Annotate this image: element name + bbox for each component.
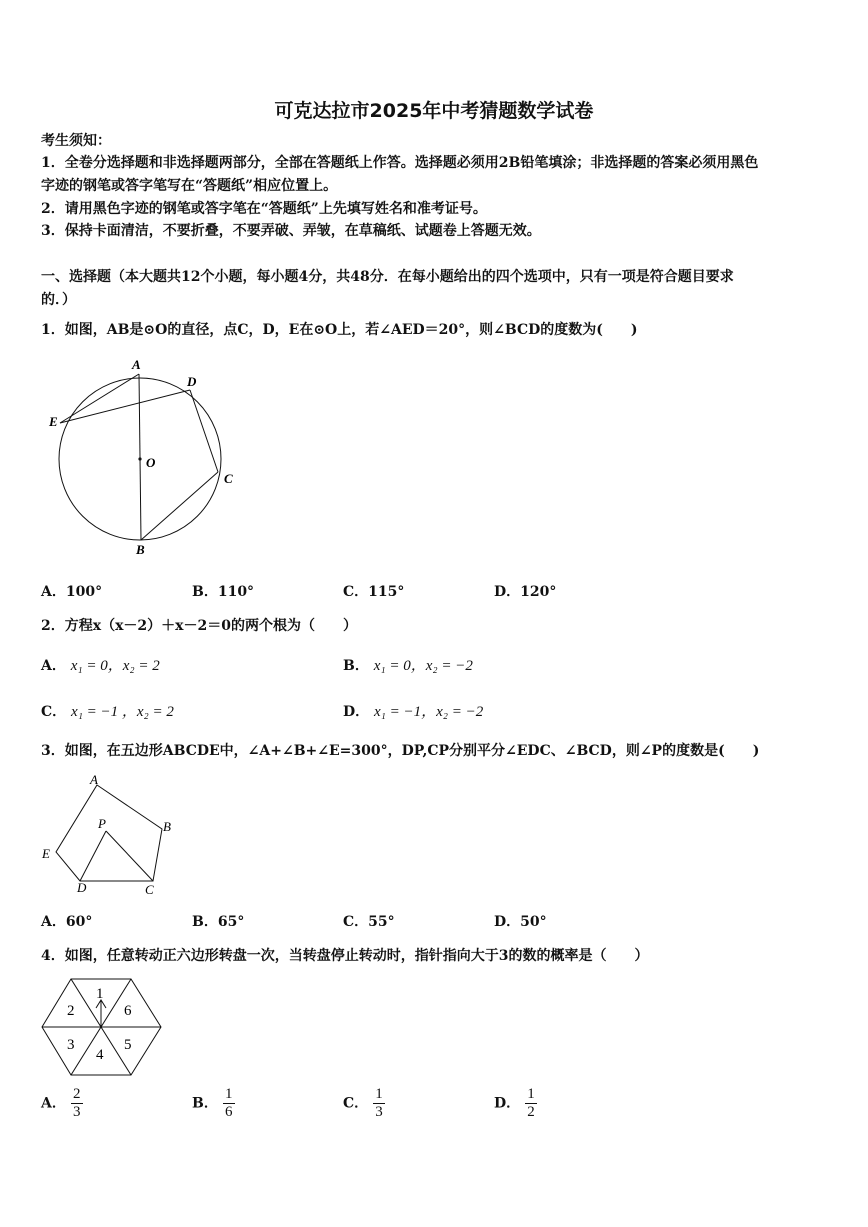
q1-option-a[interactable]: A．100° (41, 584, 103, 600)
page-title: 可克达拉市2025年中考猜题数学试卷 (274, 100, 594, 122)
q2-option-d-letter: D． (343, 704, 370, 720)
q3-option-b[interactable]: B．65° (192, 914, 245, 930)
q4-option-a-letter: A． (41, 1095, 66, 1112)
q4-option-b[interactable] (192, 1086, 235, 1121)
notice-item-1: 1．全卷分选择题和非选择题两部分，全部在答题纸上作答。选择题必须用2B铅笔填涂；非选择题的答案必须用黑色 (41, 155, 759, 171)
q2-option-b-letter: B． (343, 658, 369, 674)
label-b: B (163, 819, 171, 834)
label-p: P (98, 816, 106, 831)
segment-ed (60, 390, 190, 423)
q4-hexagon-spinner (40, 976, 166, 1080)
numerator: 2 (73, 1086, 81, 1102)
pentagon-abcde (56, 785, 162, 881)
sector-1: 1 (96, 986, 104, 1002)
q3-option-a[interactable]: A．60° (41, 914, 93, 930)
label-d: D (187, 374, 197, 389)
q3-stem: 3．如图，在五边形ABCDE中，∠A+∠B+∠E=300°，DP,CP分别平分∠EDC、∠BCD，则∠P的度数是( ) (41, 743, 760, 759)
q2-stem: 2．方程x（x－2）＋x－2＝0的两个根为（ ） (41, 618, 358, 634)
sector-2: 2 (67, 1003, 75, 1019)
q2-option-c-expr: x₁ = −1 ，x₂ = 2 (71, 704, 174, 720)
q2-option-b-expr: x₁ = 0，x₂ = −2 (373, 658, 473, 674)
label-a: A (132, 357, 141, 372)
q4-option-c-letter: C． (343, 1095, 369, 1112)
notice-item-3: 3．保持卡面清洁，不要折叠，不要弄破、弄皱，在草稿纸、试题卷上答题无效。 (41, 223, 541, 239)
label-c: C (224, 471, 233, 486)
sector-6: 6 (124, 1003, 132, 1019)
q1-circle-figure (45, 352, 245, 562)
q4-option-c[interactable] (343, 1086, 385, 1121)
q3-option-d[interactable]: D．50° (494, 914, 547, 930)
section-heading-cont: 的．） (41, 292, 76, 308)
label-c: C (145, 882, 154, 897)
denominator: 2 (527, 1104, 535, 1120)
q4-option-d-fraction (525, 1086, 537, 1121)
q2-option-a-letter: A． (41, 658, 66, 674)
q4-option-c-fraction (373, 1086, 385, 1121)
notice-heading: 考生须知： (41, 133, 111, 149)
q4-option-d[interactable] (494, 1086, 537, 1121)
q4-option-b-fraction (223, 1086, 235, 1121)
segment-dc (190, 390, 218, 472)
label-e: E (49, 414, 58, 429)
q1-stem: 1．如图，AB是⊙O的直径，点C，D，E在⊙O上，若∠AED＝20°，则∠BCD的度数为( ) (41, 322, 638, 338)
q2-option-d-expr: x₁ = −1，x₂ = −2 (374, 704, 484, 720)
q4-option-b-letter: B． (192, 1095, 218, 1112)
numerator: 1 (375, 1086, 383, 1102)
segment-ab (139, 374, 141, 540)
q2-option-d[interactable] (343, 700, 483, 721)
denominator: 3 (73, 1104, 81, 1120)
sector-3: 3 (67, 1037, 75, 1053)
q2-option-b[interactable] (343, 654, 473, 675)
notice-item-1-cont: 字迹的钢笔或答字笔写在“答题纸”相应位置上。 (41, 178, 338, 194)
q3-option-c[interactable]: C．55° (343, 914, 395, 930)
q2-option-a-expr: x₁ = 0，x₂ = 2 (70, 658, 160, 674)
segment-ae (60, 374, 139, 423)
sector-5: 5 (124, 1037, 132, 1053)
q4-option-a[interactable] (41, 1086, 83, 1121)
label-a: A (90, 772, 98, 787)
sector-4: 4 (96, 1047, 104, 1063)
label-e: E (42, 846, 50, 861)
q4-stem: 4．如图，任意转动正六边形转盘一次，当转盘停止转动时，指针指向大于3的数的概率是（ ） (41, 948, 649, 964)
numerator: 1 (224, 1086, 233, 1102)
q1-option-c[interactable]: C．115° (343, 584, 405, 600)
label-b: B (136, 542, 145, 557)
q2-option-c[interactable] (41, 700, 174, 721)
notice-item-2: 2．请用黑色字迹的钢笔或答字笔在“答题纸”上先填写姓名和准考证号。 (41, 201, 487, 217)
q1-option-d[interactable]: D．120° (494, 584, 557, 600)
section-heading: 一、选择题（本大题共12个小题，每小题4分，共48分．在每小题给出的四个选项中，只有一项是符合题目要求 (41, 269, 734, 285)
q2-option-c-letter: C． (41, 704, 67, 720)
q4-option-d-letter: D． (494, 1095, 521, 1112)
segment-pc (106, 831, 153, 881)
center-dot (138, 457, 141, 460)
segment-dp (80, 831, 106, 881)
denominator: 3 (375, 1104, 383, 1120)
q4-option-a-fraction (71, 1086, 83, 1121)
label-o: O (146, 455, 156, 470)
q2-option-a[interactable] (41, 654, 160, 675)
numerator: 1 (527, 1086, 535, 1102)
denominator: 6 (224, 1104, 233, 1120)
q3-pentagon-figure (40, 768, 180, 898)
q1-option-b[interactable]: B．110° (192, 584, 255, 600)
label-d: D (77, 880, 87, 895)
